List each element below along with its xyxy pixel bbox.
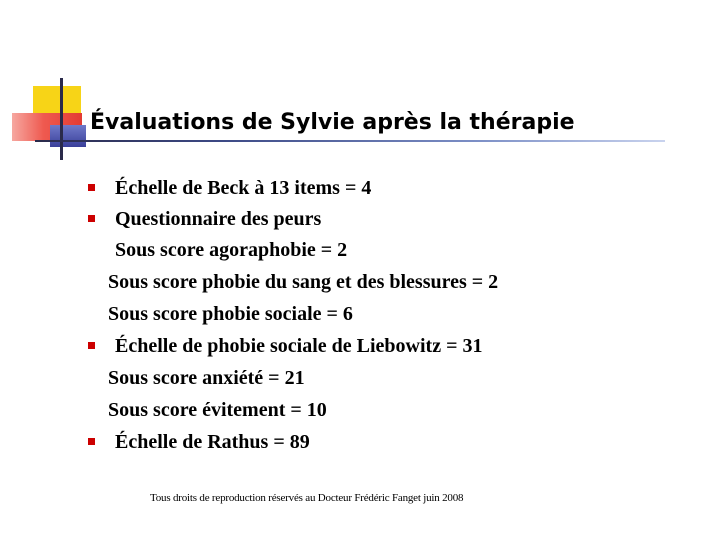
title-underline	[35, 140, 665, 142]
list-item: Sous score agoraphobie = 2	[115, 239, 348, 261]
list-item: Sous score phobie sociale = 6	[108, 303, 353, 325]
slide-title: Évaluations de Sylvie après la thérapie	[90, 110, 575, 135]
title-ornament-vertical-line	[60, 78, 63, 160]
bullet-marker	[88, 215, 95, 222]
list-item: Sous score anxiété = 21	[108, 367, 305, 389]
bullet-marker	[88, 184, 95, 191]
bullet-marker	[88, 438, 95, 445]
list-item: Échelle de Rathus = 89	[115, 431, 310, 453]
bullet-marker	[88, 342, 95, 349]
list-item: Questionnaire des peurs	[115, 208, 322, 230]
list-item: Sous score évitement = 10	[108, 399, 327, 421]
title-ornament-blue	[50, 125, 86, 147]
copyright-footer: Tous droits de reproduction réservés au Docteur Frédéric Fanget juin 2008	[150, 492, 464, 504]
list-item: Sous score phobie du sang et des blessures = 2	[108, 271, 499, 293]
list-item: Échelle de phobie sociale de Liebowitz = 31	[115, 335, 483, 357]
list-item: Échelle de Beck à 13 items = 4	[115, 177, 372, 199]
